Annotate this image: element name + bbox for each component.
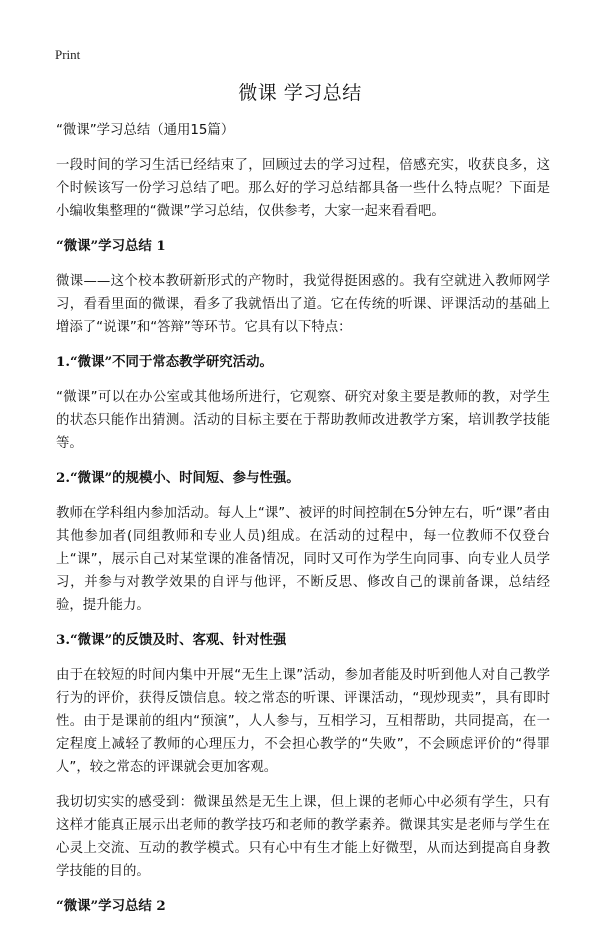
article-subtitle: “微课”学习总结（通用15篇） [56, 123, 235, 138]
section-heading: “微课”学习总结 1 [56, 238, 166, 254]
point-paragraph: “微课”可以在办公室或其他场所进行，它观察、研究对象主要是教师的教，对学生的状态只能作出猜测。活动的目标主要在于帮助教师改进教学方案，培训教学技能等。 [56, 390, 550, 451]
article-body [56, 119, 550, 930]
page-title: 微课 学习总结 [238, 82, 362, 104]
conclusion-paragraph: 我切切实实的感受到：微课虽然是无生上课，但上课的老师心中必须有学生，只有这样才能真正展示出老师的教学技巧和老师的教学素养。微课其实是老师与学生在心灵上交流、互动的教学模式。只有心中有生才能上好微型，从而达到提高自身教学技能的目的。 [56, 795, 550, 879]
point-paragraph: 教师在学科组内参加活动。每人上“课”、被评的时间控制在5分钟左右，听“课”者由其他参加者(同组教师和专业人员)组成。在活动的过程中，每一位教师不仅登台上“课”，展示自己对某堂课的准备情况，同时又可作为学生向同事、向专业人员学习，并参与对教学效果的自评与他评，不断反思、修改自己的课前备课，总结经验，提升能力。 [56, 506, 550, 613]
section-heading: “微课”学习总结 2 [56, 898, 166, 914]
print-link[interactable]: Print [55, 47, 81, 62]
point-heading: 3.“微课”的反馈及时、客观、针对性强 [56, 632, 287, 648]
point-paragraph: 由于在较短的时间内集中开展“无生上课”活动，参加者能及时听到他人对自己教学行为的评价，获得反馈信息。较之常态的听课、评课活动，“现炒现卖”，具有即时性。由于是课前的组内“预演”，人人参与，互相学习，互相帮助，共同提高，在一定程度上减轻了教师的心理压力，不会担心教学的“失败”，不会顾虑评价的“得罪人”，较之常态的评课就会更加客观。 [56, 668, 550, 775]
section-paragraph: 微课——这个校本教研新形式的产物时，我觉得挺困惑的。我有空就进入教师网学习，看看里面的微课，看多了我就悟出了道。它在传统的听课、评课活动的基础上增添了“说课”和“答辩”等环节。它具有以下特点： [56, 274, 550, 335]
point-heading: 2.“微课”的规模小、时间短、参与性强。 [56, 470, 300, 486]
intro-paragraph: 一段时间的学习生活已经结束了，回顾过去的学习过程，倍感充实，收获良多，这个时候该写一份学习总结了吧。那么好的学习总结都具备一些什么特点呢？下面是小编收集整理的“微课”学习总结，仅供参考，大家一起来看看吧。 [56, 158, 550, 219]
point-heading: 1.“微课”不同于常态教学研究活动。 [56, 354, 273, 370]
